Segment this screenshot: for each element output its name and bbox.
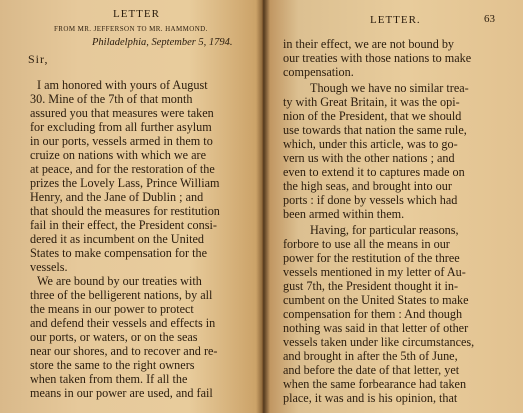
right-line: cumbent on the United States to make: [283, 293, 469, 307]
right-line: nion of the President, that we should: [283, 109, 462, 123]
left-line: 30. Mine of the 7th of that month: [30, 92, 193, 106]
right-line: vessels taken under like circumstances,: [283, 335, 475, 349]
left-line: that should the measures for restitution: [30, 204, 220, 218]
left-line: at peace, and for the restoration of the: [30, 162, 215, 176]
page-number: 63: [484, 13, 495, 25]
left-line: and defend their vessels and effects in: [30, 316, 216, 330]
left-line: when taken from them. If all the: [30, 372, 188, 386]
left-line: our ports, or waters, or on the seas: [30, 330, 198, 344]
left-line: prizes the Lovely Lass, Prince William: [30, 176, 220, 190]
left-line: three of the belligerent nations, by all: [30, 288, 213, 302]
letter-subhead: FROM MR. JEFFERSON TO MR. HAMMOND.: [54, 25, 208, 33]
right-line: compensation.: [283, 65, 354, 79]
left-line: Sir,: [28, 52, 49, 66]
left-line: dered it as incumbent on the United: [30, 232, 204, 246]
left-line: I am honored with yours of August: [37, 78, 208, 92]
right-line: and brought in after the 5th of June,: [283, 349, 458, 363]
right-line: Having, for particular reasons,: [310, 223, 459, 237]
left-line: assured you that measures were taken: [30, 106, 214, 120]
right-line: in their effect, we are not bound by: [283, 37, 455, 51]
right-line: ports : if done by vessels which had: [283, 193, 458, 207]
right-line: vessels mentioned in my letter of Au-: [283, 265, 466, 279]
right-line: gust 7th, the President thought it in-: [283, 279, 459, 293]
left-line: means in our power are used, and fail: [30, 386, 213, 400]
right-line: our treaties with those nations to make: [283, 51, 472, 65]
left-line: near our shores, and to recover and re-: [30, 344, 218, 358]
right-running-head: LETTER.: [370, 14, 421, 26]
left-line: We are bound by our treaties with: [37, 274, 202, 288]
left-line: cruize on nations with which we are: [30, 148, 206, 162]
right-line: place, it was and is his opinion, that: [283, 391, 458, 405]
right-line: the high seas, and brought into our: [283, 179, 452, 193]
left-line: vessels.: [30, 260, 68, 274]
right-line: which, under this article, was to go-: [283, 137, 458, 151]
left-line: fail in their effect, the President consi-: [30, 218, 217, 232]
right-line: ty with Great Britain, it was the opi-: [283, 95, 460, 109]
left-line: the means in our power to protect: [30, 302, 194, 316]
left-line: store the same to the right owners: [30, 358, 195, 372]
right-line: vern us with the other nations ; and: [283, 151, 455, 165]
left-line: in our ports, vessels armed in them to: [30, 134, 213, 148]
right-line: use towards that nation the same rule,: [283, 123, 467, 137]
left-line: Henry, and the Jane of Dublin ; and: [30, 190, 204, 204]
right-line: Though we have no similar trea-: [310, 81, 469, 95]
right-page: [262, 0, 523, 413]
letter-dateline: Philadelphia, September 5, 1794.: [92, 37, 233, 48]
right-line: nothing was said in that letter of other: [283, 321, 469, 335]
right-line: compensation for them : And though: [283, 307, 463, 321]
right-line: and before the date of that letter, yet: [283, 363, 460, 377]
right-line: even to extend it to captures made on: [283, 165, 465, 179]
right-line: been armed within them.: [283, 207, 405, 221]
right-line: power for the restitution of the three: [283, 251, 460, 265]
right-line: forbore to use all the means in our: [283, 237, 450, 251]
left-running-head: LETTER: [113, 8, 160, 20]
left-line: for excluding from all further asylum: [30, 120, 212, 134]
right-line: when the same forbearance had taken: [283, 377, 467, 391]
left-line: States to make compensation for the: [30, 246, 208, 260]
book-gutter: [256, 0, 270, 413]
